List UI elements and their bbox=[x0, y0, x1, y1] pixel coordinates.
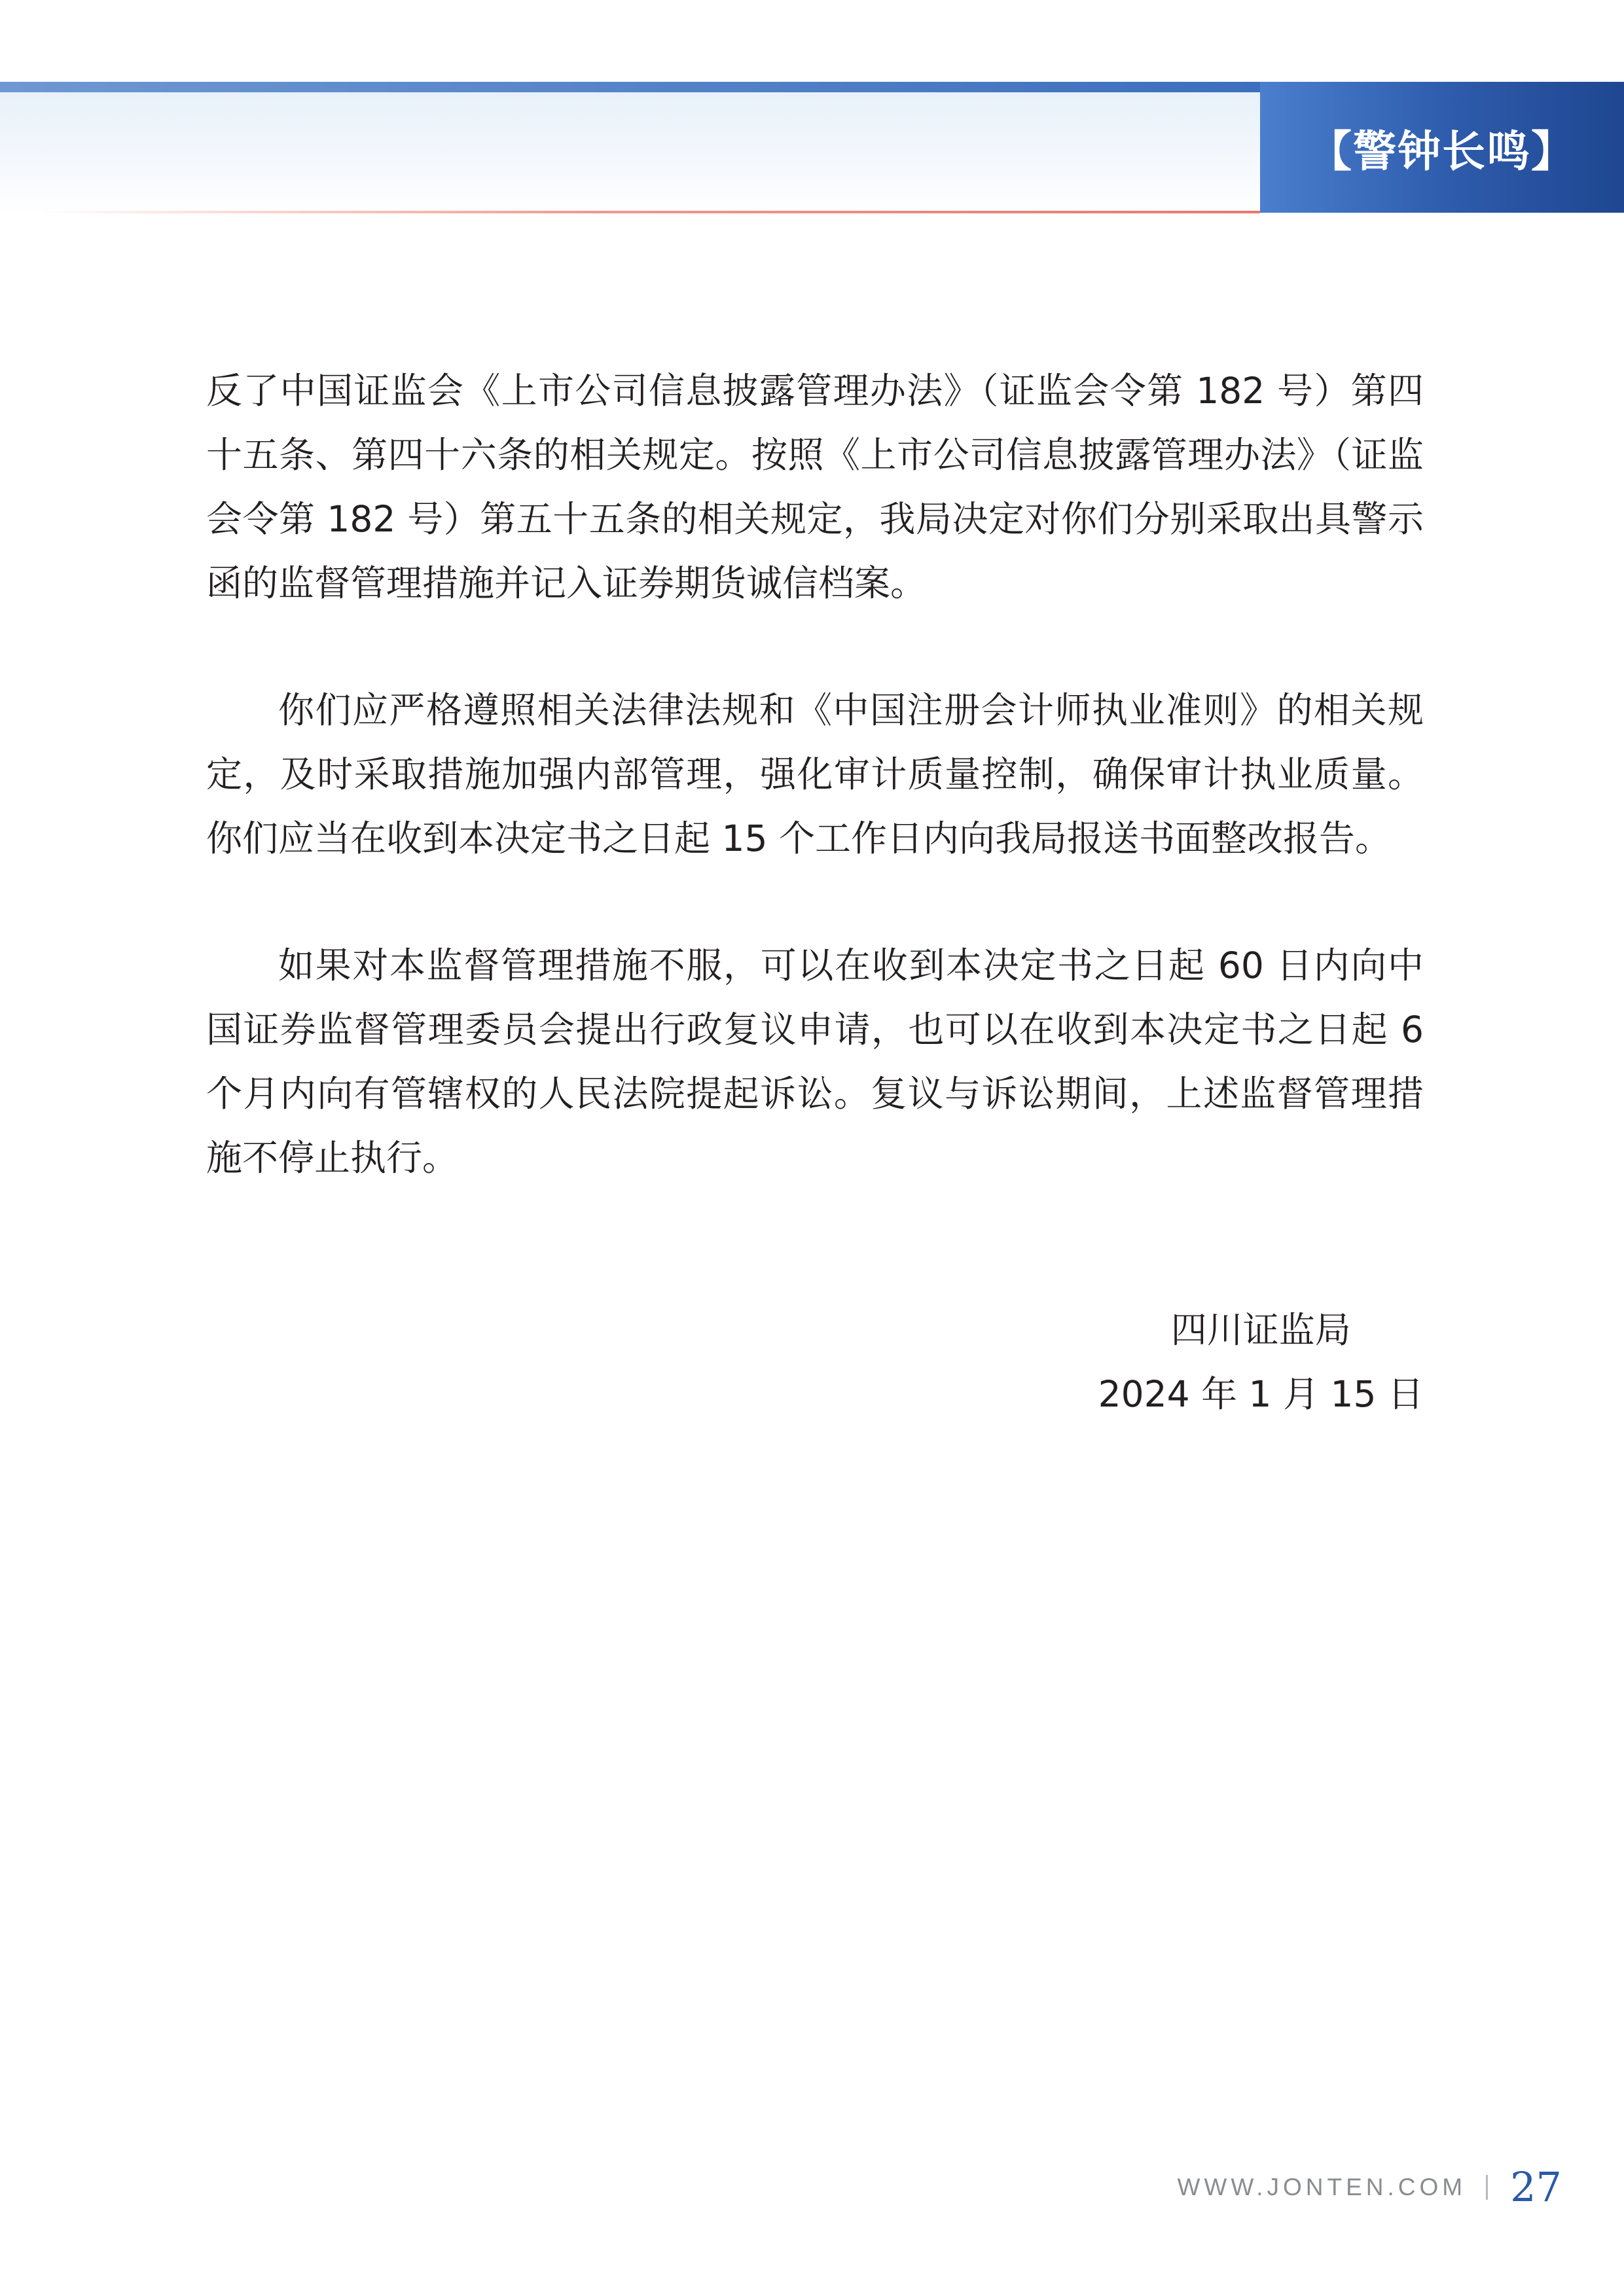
section-tag-label: 【警钟长鸣】 bbox=[1308, 125, 1576, 177]
header-band bbox=[0, 82, 1260, 213]
paragraph-2: 你们应严格遵照相关法律法规和《中国注册会计师执业准则》的相关规定，及时采取措施加强内部管理，强化审计质量控制，确保审计执业质量。你们应当在收到本决定书之日起 15 个工作日内向我局报送书面整改报告。 bbox=[206, 689, 1424, 859]
signature-block bbox=[1098, 1298, 1424, 1426]
page-number: 27 bbox=[1510, 2163, 1562, 2211]
paragraph-3: 如果对本监督管理措施不服，可以在收到本决定书之日起 60 日内向中国证券监督管理委员会提出行政复议申请，也可以在收到本决定书之日起 6 个月内向有管辖权的人民法院提起诉讼。复议与诉讼期间，上述监督管理措施不停止执行。 bbox=[206, 944, 1424, 1179]
page-footer bbox=[1177, 2163, 1562, 2211]
footer-divider bbox=[1486, 2175, 1488, 2200]
header-top-line bbox=[0, 82, 1260, 92]
footer-website: WWW.JONTEN.COM bbox=[1177, 2173, 1467, 2200]
issue-date: 2024 年 1 月 15 日 bbox=[1098, 1373, 1424, 1415]
document-body bbox=[206, 359, 1424, 1190]
paragraph-1: 反了中国证监会《上市公司信息披露管理办法》（证监会令第 182 号）第四十五条、第四十六条的相关规定。按照《上市公司信息披露管理办法》（证监会令第 182 号）第五十五条的相关规定，我局决定对你们分别采取出具警示函的监督管理措施并记入证券期货诚信档案。 bbox=[206, 370, 1424, 604]
header-divider bbox=[39, 211, 1260, 213]
issuer-name: 四川证监局 bbox=[1170, 1309, 1351, 1351]
section-tag bbox=[1260, 82, 1624, 213]
